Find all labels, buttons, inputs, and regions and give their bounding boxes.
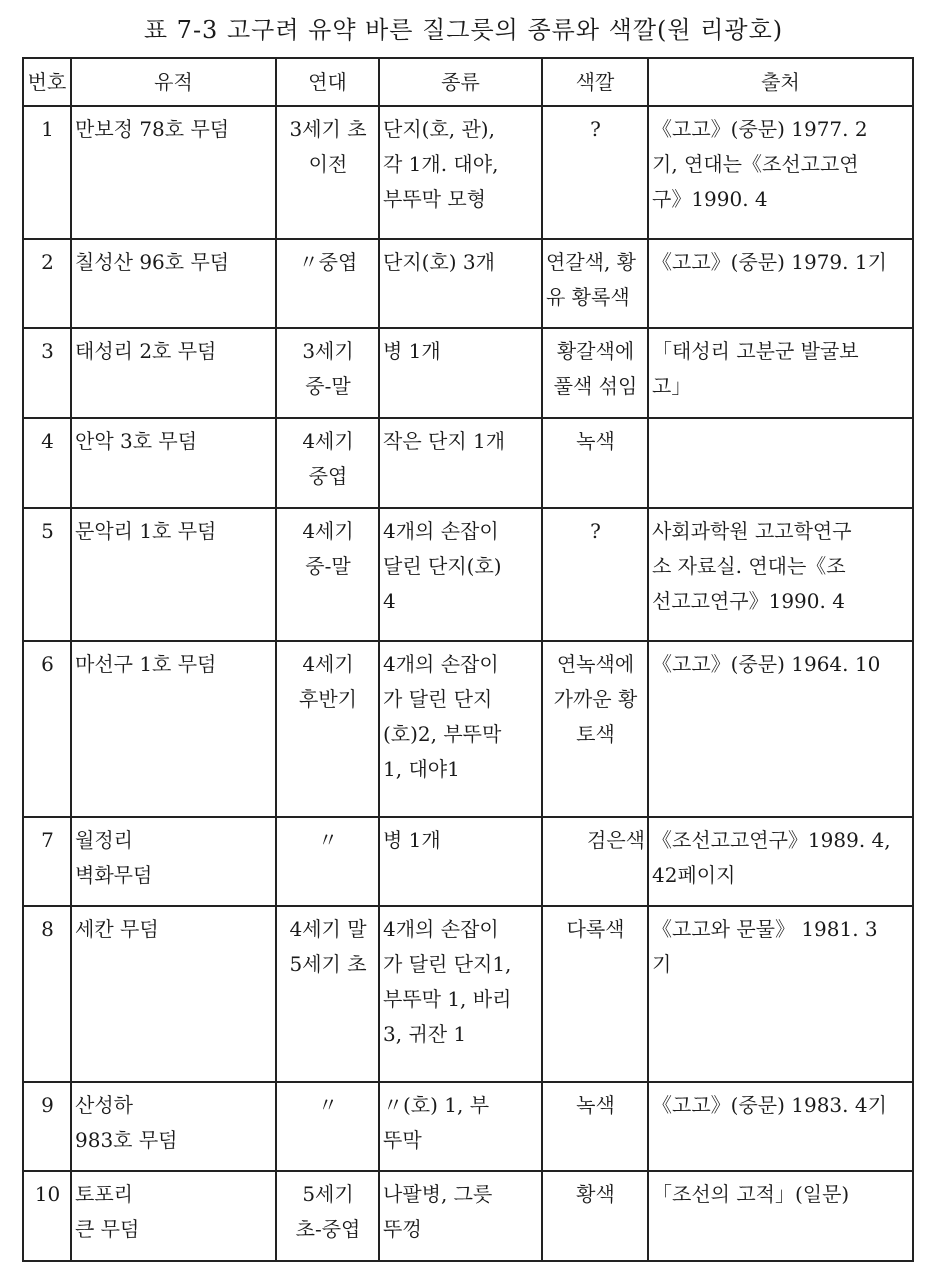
cell-number: 3	[23, 328, 71, 418]
cell-kind: 4개의 손잡이 달린 단지(호) 4	[379, 508, 542, 641]
header-period: 연대	[276, 58, 379, 106]
cell-period: 3세기 중-말	[276, 328, 379, 418]
cell-number: 7	[23, 817, 71, 906]
cell-source: 《고고》(중문) 1983. 4기	[648, 1082, 913, 1171]
cell-color: 황갈색에 풀색 섞임	[542, 328, 648, 418]
cell-period: 〃	[276, 1082, 379, 1171]
cell-site: 토포리 큰 무덤	[71, 1171, 276, 1261]
cell-number: 8	[23, 906, 71, 1082]
cell-source: 《고고》(중문) 1977. 2 기, 연대는《조선고고연 구》1990. 4	[648, 106, 913, 239]
cell-color: 다록색	[542, 906, 648, 1082]
cell-color: 황색	[542, 1171, 648, 1261]
cell-site: 마선구 1호 무덤	[71, 641, 276, 817]
cell-number: 2	[23, 239, 71, 328]
cell-number: 10	[23, 1171, 71, 1261]
table-title: 표 7-3 고구려 유약 바른 질그릇의 종류와 색깔(원 리광호)	[143, 16, 784, 44]
cell-number: 9	[23, 1082, 71, 1171]
cell-kind: 병 1개	[379, 817, 542, 906]
cell-color: 녹색	[542, 418, 648, 508]
header-row	[23, 58, 913, 106]
cell-color: 연녹색에 가까운 황 토색	[542, 641, 648, 817]
cell-number: 4	[23, 418, 71, 508]
cell-kind: 병 1개	[379, 328, 542, 418]
cell-source: 《조선고고연구》1989. 4, 42페이지	[648, 817, 913, 906]
table-row	[23, 508, 913, 641]
table-row	[23, 239, 913, 328]
cell-period: 4세기 말 5세기 초	[276, 906, 379, 1082]
cell-color: 검은색	[542, 817, 648, 906]
header-site: 유적	[71, 58, 276, 106]
header-kind: 종류	[379, 58, 542, 106]
cell-kind: 단지(호) 3개	[379, 239, 542, 328]
cell-color: 연갈색, 황 유 황록색	[542, 239, 648, 328]
cell-site: 세칸 무덤	[71, 906, 276, 1082]
cell-kind: 단지(호, 관), 각 1개. 대야, 부뚜막 모형	[379, 106, 542, 239]
artifact-table	[22, 57, 914, 1262]
cell-period: 4세기 중-말	[276, 508, 379, 641]
table-row	[23, 817, 913, 906]
table-row	[23, 1082, 913, 1171]
cell-source: 「조선의 고적」(일문)	[648, 1171, 913, 1261]
cell-number: 5	[23, 508, 71, 641]
cell-period: 〃중엽	[276, 239, 379, 328]
cell-site: 월정리 벽화무덤	[71, 817, 276, 906]
header-color: 색깔	[542, 58, 648, 106]
cell-kind: 4개의 손잡이 가 달린 단지1, 부뚜막 1, 바리 3, 귀잔 1	[379, 906, 542, 1082]
cell-kind: 나팔병, 그릇 뚜껑	[379, 1171, 542, 1261]
cell-color: ?	[542, 106, 648, 239]
cell-source: 《고고와 문물》 1981. 3 기	[648, 906, 913, 1082]
cell-period: 5세기 초-중엽	[276, 1171, 379, 1261]
cell-kind: 〃(호) 1, 부 뚜막	[379, 1082, 542, 1171]
table-row	[23, 418, 913, 508]
header-source: 출처	[648, 58, 913, 106]
cell-site: 칠성산 96호 무덤	[71, 239, 276, 328]
cell-number: 6	[23, 641, 71, 817]
cell-site: 태성리 2호 무덤	[71, 328, 276, 418]
cell-period: 4세기 중엽	[276, 418, 379, 508]
table-row	[23, 328, 913, 418]
cell-source	[648, 418, 913, 508]
cell-site: 안악 3호 무덤	[71, 418, 276, 508]
table-row	[23, 906, 913, 1082]
cell-period: 4세기 후반기	[276, 641, 379, 817]
cell-color: ?	[542, 508, 648, 641]
cell-source: 《고고》(중문) 1964. 10	[648, 641, 913, 817]
cell-site: 문악리 1호 무덤	[71, 508, 276, 641]
cell-color: 녹색	[542, 1082, 648, 1171]
cell-period: 3세기 초 이전	[276, 106, 379, 239]
cell-source: 「태성리 고분군 발굴보 고」	[648, 328, 913, 418]
cell-source: 사회과학원 고고학연구 소 자료실. 연대는《조 선고고연구》1990. 4	[648, 508, 913, 641]
cell-source: 《고고》(중문) 1979. 1기	[648, 239, 913, 328]
cell-period: 〃	[276, 817, 379, 906]
table-row	[23, 1171, 913, 1261]
table-row	[23, 641, 913, 817]
cell-kind: 작은 단지 1개	[379, 418, 542, 508]
cell-site: 만보정 78호 무덤	[71, 106, 276, 239]
table-row	[23, 106, 913, 239]
cell-kind: 4개의 손잡이 가 달린 단지 (호)2, 부뚜막 1, 대야1	[379, 641, 542, 817]
header-number: 번호	[23, 58, 71, 106]
cell-site: 산성하 983호 무덤	[71, 1082, 276, 1171]
cell-number: 1	[23, 106, 71, 239]
